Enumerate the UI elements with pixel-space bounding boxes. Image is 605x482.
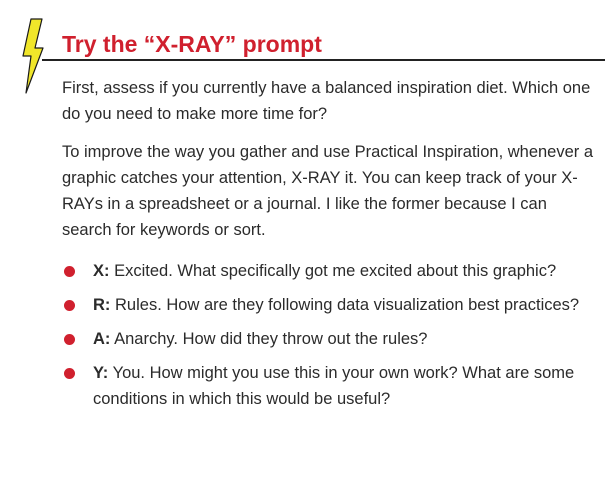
list-item-a xyxy=(62,326,597,352)
item-text: You. How might you use this in your own work? What are some conditions in which this would be useful? xyxy=(93,364,575,408)
bullet-icon xyxy=(64,368,75,379)
item-key: X: xyxy=(93,262,110,280)
lightning-bolt-icon xyxy=(22,18,44,94)
list-item-x xyxy=(62,258,597,284)
intro-paragraph: First, assess if you currently have a balanced inspiration diet. Which one do you need to make more time for? xyxy=(62,79,591,123)
section-title: Try the “X-RAY” prompt xyxy=(62,31,322,57)
title-divider xyxy=(42,59,605,61)
item-text: Anarchy. How did they throw out the rules? xyxy=(114,330,428,348)
item-key: Y: xyxy=(93,364,109,382)
bullet-icon xyxy=(64,334,75,345)
bullet-icon xyxy=(64,300,75,311)
item-text: Excited. What specifically got me excited about this graphic? xyxy=(114,262,557,280)
item-text: Rules. How are they following data visualization best practices? xyxy=(115,296,580,314)
item-key: A: xyxy=(93,330,111,348)
xray-list xyxy=(62,258,597,420)
item-key: R: xyxy=(93,296,111,314)
instructions-paragraph: To improve the way you gather and use Practical Inspiration, whenever a graphic catches your attention, X-RAY it. You can keep track of your X-RAYs in a spreadsheet or a journal. I like the former because I can search for keywords or sort. xyxy=(62,143,594,239)
list-item-y xyxy=(62,360,597,412)
bullet-icon xyxy=(64,266,75,277)
list-item-r xyxy=(62,292,597,318)
